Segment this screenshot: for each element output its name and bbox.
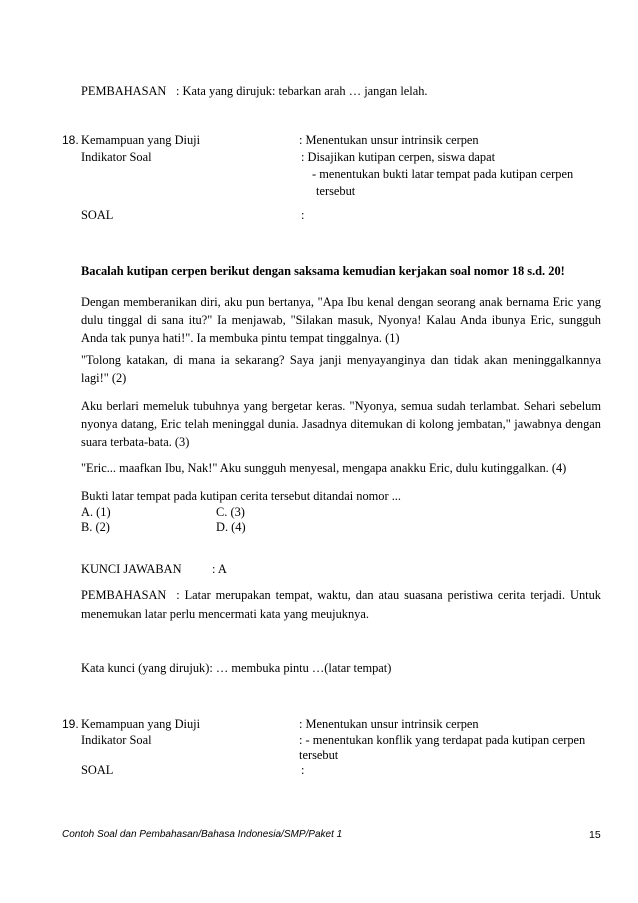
q18-number: 18. bbox=[62, 133, 79, 147]
passage-paragraph-4: "Eric... maafkan Ibu, Nak!" Aku sungguh menyesal, mengapa anakku Eric, dulu kutinggalkan. (4) bbox=[81, 461, 567, 475]
q18-indikator-value-1: : Disajikan kutipan cerpen, siswa dapat bbox=[301, 150, 496, 164]
q19-kemampuan-value: : Menentukan unsur intrinsik cerpen bbox=[299, 717, 479, 731]
q18-indikator-label: Indikator Soal bbox=[81, 150, 152, 164]
q19-number: 19. bbox=[62, 717, 79, 731]
q18-indikator-value-2: - menentukan bukti latar tempat pada kutipan cerpen bbox=[312, 167, 574, 181]
q18-pembahasan-text: : Latar merupakan tempat, waktu, dan atau suasana peristiwa cerita terjadi. Untuk menemukan latar perlu mencermati kata yang meujuknya. bbox=[81, 588, 601, 621]
q19-kemampuan-label: Kemampuan yang Diuji bbox=[81, 717, 201, 731]
top-pembahasan-text: : Kata yang dirujuk: tebarkan arah … jangan lelah. bbox=[176, 84, 428, 98]
passage-paragraph-2: "Tolong katakan, di mana ia sekarang? Saya janji menyayanginya dan tidak akan meninggalkannya lagi!" (2) bbox=[81, 353, 601, 385]
q18-soal-label: SOAL bbox=[81, 208, 114, 222]
top-pembahasan-label: PEMBAHASAN bbox=[81, 84, 167, 98]
q18-option-a: A. (1) bbox=[81, 505, 111, 519]
q18-kemampuan-value: : Menentukan unsur intrinsik cerpen bbox=[299, 133, 479, 147]
passage-paragraph-1: Dengan memberanikan diri, aku pun bertanya, "Apa Ibu kenal dengan seorang anak bernama Eric yang dulu tinggal di sana itu?" Ia menjawab, "Silakan masuk, Nyonya! Kalau Anda ibunya Eric, sungguh Anda tak punya hati!". Ia membuka pintu tempat tinggalnya. (1) bbox=[81, 295, 601, 345]
q19-soal-label: SOAL bbox=[81, 763, 114, 777]
footer-text: Contoh Soal dan Pembahasan/Bahasa Indonesia/SMP/Paket 1 bbox=[62, 829, 343, 840]
q19-indikator-value-1: : - menentukan konflik yang terdapat pada kutipan cerpen bbox=[299, 733, 586, 747]
q18-kunci-value: : A bbox=[212, 562, 227, 576]
q18-pembahasan-label: PEMBAHASAN bbox=[81, 588, 167, 602]
q18-kunci-label: KUNCI JAWABAN bbox=[81, 562, 182, 576]
q18-question: Bukti latar tempat pada kutipan cerita tersebut ditandai nomor ... bbox=[81, 489, 401, 503]
passage-paragraph-3: Aku berlari memeluk tubuhnya yang bergetar keras. "Nyonya, semua sudah terlambat. Sehari sebelum nyonya datang, Eric telah meninggal dunia. Jasadnya ditemukan di kolong jembatan," jawabnya dengan suara terbata-bata. (3) bbox=[81, 399, 601, 449]
q18-option-d: D. (4) bbox=[216, 520, 246, 534]
q18-pembahasan bbox=[81, 586, 601, 624]
q18-kemampuan-label: Kemampuan yang Diuji bbox=[81, 133, 201, 147]
q18-kata-kunci: Kata kunci (yang dirujuk): … membuka pintu …(latar tempat) bbox=[81, 661, 392, 675]
q18-indikator-value-3: tersebut bbox=[316, 184, 356, 198]
q19-soal-colon: : bbox=[301, 763, 305, 777]
q18-option-c: C. (3) bbox=[216, 505, 245, 519]
q18-option-b: B. (2) bbox=[81, 520, 110, 534]
q18-instruction: Bacalah kutipan cerpen berikut dengan saksama kemudian kerjakan soal nomor 18 s.d. 20! bbox=[81, 264, 565, 278]
q18-soal-colon: : bbox=[301, 208, 305, 222]
q19-indikator-value-2: tersebut bbox=[299, 748, 339, 762]
q19-indikator-label: Indikator Soal bbox=[81, 733, 152, 747]
page-number: 15 bbox=[589, 829, 601, 841]
